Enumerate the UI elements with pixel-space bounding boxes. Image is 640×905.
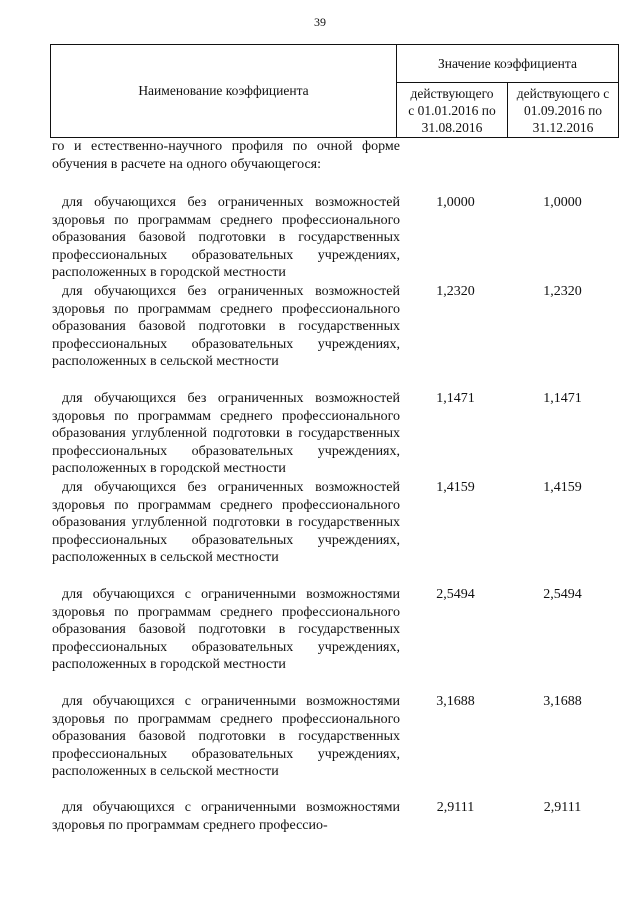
row-value-period-1: 1,0000 [436, 195, 475, 210]
row-description: для обучающихся без ограниченных возможностей здоровья по программам среднего профессионального образования углубленной подготовки в государственных профессиональных образовательных учреждениях, расположенных в сельской местности [52, 480, 400, 565]
column-header-period-2 [508, 83, 619, 138]
period-1-line-3: 31.08.2016 [421, 119, 483, 135]
period-2-line-2: 01.09.2016 по [523, 102, 603, 118]
row-value-period-1: 1,2320 [436, 284, 475, 299]
row-description: для обучающихся с ограниченными возможностями здоровья по программам среднего профессио- [52, 800, 400, 833]
row-description: для обучающихся без ограниченных возможностей здоровья по программам среднего профессионального образования базовой подготовки в государственных профессиональных образовательных учреждениях, расположенных в городской местности [52, 195, 400, 280]
row-description: для обучающихся с ограниченными возможностями здоровья по программам среднего профессионального образования базовой подготовки в государственных профессиональных образовательных учреждениях, расположенных в сельской местности [52, 694, 400, 779]
row-description: для обучающихся без ограниченных возможностей здоровья по программам среднего профессионального образования углубленной подготовки в государственных профессиональных образовательных учреждениях, расположенных в городской местности [52, 391, 400, 476]
coefficient-table-header [50, 44, 619, 138]
row-value-period-1: 1,4159 [436, 480, 475, 495]
row-value-period-2: 1,2320 [543, 284, 582, 299]
continuation-text: го и естественно-научного профиля по очной форме обучения в расчете на одного обучающегося: [52, 139, 400, 172]
row-description: для обучающихся с ограниченными возможностями здоровья по программам среднего профессионального образования базовой подготовки в государственных профессиональных образовательных учреждениях, расположенных в городской местности [52, 587, 400, 672]
column-header-period-1 [397, 83, 508, 138]
row-value-period-2: 3,1688 [543, 694, 582, 709]
row-value-period-2: 2,9111 [543, 800, 582, 815]
page-number: 39 [314, 15, 326, 29]
period-2-line-1: действующего с [516, 85, 610, 101]
row-description: для обучающихся без ограниченных возможностей здоровья по программам среднего профессионального образования базовой подготовки в государственных профессиональных образовательных учреждениях, расположенных в сельской местности [52, 284, 400, 369]
column-header-value: Значение коэффициента [397, 45, 619, 83]
period-2-line-3: 31.12.2016 [532, 119, 594, 135]
period-1-line-1: действующего [410, 85, 494, 101]
row-value-period-1: 2,9111 [436, 800, 475, 815]
column-header-name: Наименование коэффициента [51, 45, 397, 138]
period-1-line-2: с 01.01.2016 по [408, 102, 496, 118]
row-value-period-2: 1,4159 [543, 480, 582, 495]
row-value-period-1: 3,1688 [436, 694, 475, 709]
row-value-period-1: 2,5494 [436, 587, 475, 602]
row-value-period-2: 2,5494 [543, 587, 582, 602]
row-value-period-2: 1,1471 [543, 391, 582, 406]
row-value-period-2: 1,0000 [543, 195, 582, 210]
row-value-period-1: 1,1471 [436, 391, 475, 406]
